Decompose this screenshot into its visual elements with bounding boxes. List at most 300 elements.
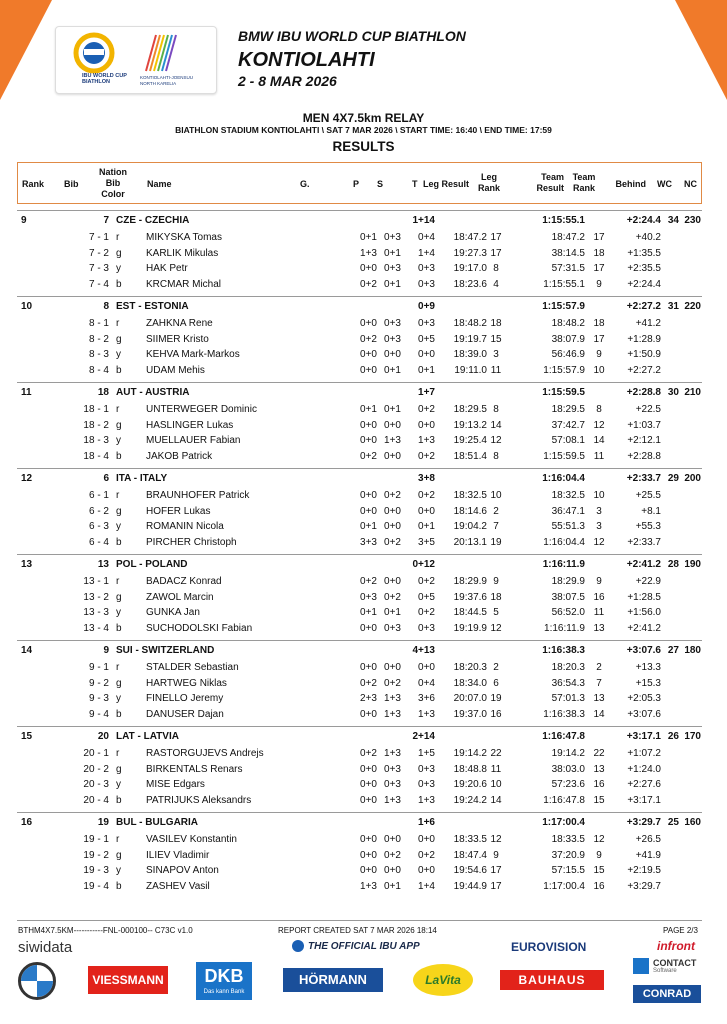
leg-team-rank: 13 [593,763,605,775]
col-nation-color: Color [101,189,125,199]
total-penalties: 1+4 [418,247,435,259]
leg-bib-color: y [116,349,121,360]
footer-code: BTHM4X7.5KM-----------FNL-000100-- C73C v1.0 [18,926,193,935]
leg-bib-color: y [116,521,121,532]
sponsor-dkb-sub: Das kann Bank [203,989,245,995]
leg-behind: +40.2 [635,232,661,243]
leg-bib-color: g [116,763,122,775]
leg-team-result: 56:52.0 [551,607,585,618]
leg-team-rank: 13 [593,622,605,634]
sponsor-dkb: DKB [204,966,244,986]
sponsor-ibu-app: THE OFFICIAL IBU APP [308,941,420,952]
team-row [17,557,702,573]
leg-team-rank: 11 [593,607,605,618]
team-bib: 9 [103,645,109,656]
leg-bib-color: g [116,849,122,861]
standing-penalties: 0+3 [384,763,401,775]
leg-rank: 16 [490,708,502,720]
leg-behind: +1:28.9 [627,333,661,345]
contact-logo-icon [633,958,649,974]
event-dates: 2 - 8 MAR 2026 [238,73,337,89]
col-leg-rank-2: Rank [477,183,500,193]
leg-behind: +22.5 [635,404,661,415]
leg-result: 19:25.4 [453,435,487,446]
leg-row [17,691,702,707]
standing-penalties: 0+3 [384,333,401,345]
total-penalties: 0+3 [418,278,435,290]
leg-result: 19:27.3 [453,247,487,259]
team-nation: POL - POLAND [116,559,188,570]
leg-bib-color: y [116,607,121,618]
team-divider [17,382,702,383]
leg-bib: 6 - 4 [88,536,109,548]
leg-team-rank: 10 [593,490,605,501]
team-rank: 11 [21,387,32,398]
prone-penalties: 0+1 [360,404,377,415]
leg-team-rank: 17 [593,333,605,345]
team-divider [17,640,702,641]
leg-behind: +3:17.1 [627,794,661,806]
leg-team-result: 57:01.3 [551,693,585,704]
race-info: BIATHLON STADIUM KONTIOLAHTI \ SAT 7 MAR 2026 \ START TIME: 16:40 \ END TIME: 17:59 [175,125,552,135]
leg-team-rank: 15 [593,794,605,806]
leg-bib: 9 - 2 [88,677,109,689]
team-result: 1:16:38.3 [542,645,585,656]
standing-penalties: 0+1 [384,404,401,415]
total-penalties: 1+3 [418,435,435,446]
leg-row [17,777,702,793]
team-bib: 7 [103,215,109,226]
team-behind: +2:33.7 [626,473,661,484]
leg-behind: +26.5 [635,834,661,845]
athlete-name: HAK Petr [146,263,188,274]
total-penalties: 3+5 [418,536,435,548]
leg-result: 19:17.0 [453,263,487,274]
leg-behind: +3:07.6 [627,708,661,720]
leg-result: 18:39.0 [453,349,487,360]
leg-team-result: 1:15:57.9 [543,364,585,376]
leg-rank: 10 [490,779,502,790]
leg-rank: 7 [493,521,499,532]
leg-team-rank: 3 [596,505,602,517]
leg-behind: +25.5 [635,490,661,501]
leg-behind: +1:24.0 [627,763,661,775]
leg-bib: 18 - 3 [83,435,109,446]
leg-team-rank: 9 [596,849,602,861]
leg-team-rank: 10 [593,364,605,376]
prone-penalties: 3+3 [360,536,377,548]
leg-rank: 9 [493,849,499,861]
leg-bib-color: b [116,794,122,806]
leg-rank: 18 [490,591,502,603]
team-total-penalties: 1+14 [412,215,435,226]
leg-bib-color: r [116,490,120,501]
leg-result: 19:19.7 [453,333,487,345]
leg-team-rank: 12 [593,834,605,845]
team-row [17,815,702,831]
athlete-name: UNTERWEGER Dominic [146,404,257,415]
total-penalties: 0+1 [418,364,435,376]
standing-penalties: 0+2 [384,849,401,861]
leg-rank: 6 [493,677,499,689]
leg-team-result: 18:32.5 [551,490,585,501]
athlete-name: SIIMER Kristo [146,333,209,345]
prone-penalties: 0+0 [360,849,377,861]
standing-penalties: 0+1 [384,880,401,892]
leg-team-result: 38:03.0 [551,763,585,775]
standing-penalties: 0+0 [384,576,401,587]
athlete-name: STALDER Sebastian [146,662,239,673]
leg-bib-color: y [116,435,121,446]
team-nation: EST - ESTONIA [116,301,189,312]
team-bib: 6 [103,473,109,484]
leg-rank: 8 [493,404,499,415]
col-team-result-1: Team [541,172,564,182]
col-wc: WC [657,179,672,189]
leg-behind: +41.2 [635,318,661,329]
leg-result: 19:14.2 [453,748,487,759]
leg-team-result: 18:20.3 [551,662,585,673]
prone-penalties: 1+3 [360,880,377,892]
standing-penalties: 1+3 [384,748,401,759]
standing-penalties: 0+1 [384,278,401,290]
team-result: 1:15:59.5 [542,387,585,398]
leg-team-rank: 18 [593,318,605,329]
footer-divider [17,920,702,921]
prone-penalties: 0+2 [360,677,377,689]
team-behind: +2:28.8 [626,387,661,398]
athlete-name: SINAPOV Anton [146,865,219,876]
leg-rank: 9 [493,576,499,587]
leg-bib: 18 - 1 [83,404,109,415]
total-penalties: 0+0 [418,505,435,517]
leg-team-rank: 7 [596,677,602,689]
col-nation-bib: Bib [105,178,121,188]
header-corner-left [0,0,52,100]
prone-penalties: 0+0 [360,622,377,634]
total-penalties: 1+5 [418,748,435,759]
leg-row [17,660,702,676]
leg-bib: 13 - 1 [83,576,109,587]
leg-team-result: 18:29.5 [551,404,585,415]
leg-result: 18:14.6 [453,505,487,517]
standing-penalties: 0+0 [384,662,401,673]
results-table-header [17,162,702,204]
leg-row [17,230,702,246]
prone-penalties: 0+1 [360,232,377,243]
team-nation: LAT - LATVIA [116,731,179,742]
prone-penalties: 0+2 [360,748,377,759]
total-penalties: 0+2 [418,576,435,587]
leg-row [17,707,702,723]
prone-penalties: 2+3 [360,693,377,704]
leg-team-rank: 16 [593,779,605,790]
sponsor-conrad: CONRAD [633,985,701,1003]
leg-behind: +2:27.6 [627,779,661,790]
leg-team-rank: 13 [593,693,605,704]
team-nc-points: 210 [684,387,701,398]
team-wc-points: 34 [667,215,679,226]
team-nation: CZE - CZECHIA [116,215,190,226]
leg-row [17,316,702,332]
sponsor-contact: CONTACT [653,958,697,968]
athlete-name: UDAM Mehis [146,364,205,376]
leg-rank: 12 [490,622,502,634]
leg-bib-color: b [116,450,122,462]
leg-team-result: 1:15:59.5 [543,450,585,462]
leg-result: 18:23.6 [453,278,487,290]
leg-result: 18:29.9 [453,576,487,587]
prone-penalties: 0+0 [360,505,377,517]
leg-row [17,793,702,809]
team-wc-points: 27 [667,645,679,656]
leg-row [17,863,702,879]
leg-behind: +2:33.7 [627,536,661,548]
standing-penalties: 0+0 [384,419,401,431]
leg-behind: +3:29.7 [627,880,661,892]
leg-team-rank: 8 [596,404,602,415]
leg-behind: +15.3 [635,677,661,689]
leg-bib-color: y [116,865,121,876]
team-behind: +3:29.7 [626,817,661,828]
leg-rank: 8 [493,263,499,274]
leg-bib: 19 - 2 [83,849,109,861]
prone-penalties: 0+1 [360,521,377,532]
team-divider [17,726,702,727]
leg-bib: 18 - 4 [83,450,109,462]
leg-rank: 18 [490,318,502,329]
prone-penalties: 0+0 [360,794,377,806]
team-nc-points: 230 [684,215,701,226]
leg-bib: 8 - 1 [88,318,109,329]
leg-team-rank: 14 [593,435,605,446]
standing-penalties: 1+3 [384,794,401,806]
total-penalties: 0+2 [418,849,435,861]
total-penalties: 0+3 [418,779,435,790]
team-wc-points: 26 [667,731,679,742]
leg-rank: 11 [490,763,502,775]
team-bib: 8 [103,301,109,312]
leg-team-rank: 9 [596,349,602,360]
prone-penalties: 0+0 [360,263,377,274]
leg-row [17,332,702,348]
standing-penalties: 0+0 [384,505,401,517]
team-total-penalties: 2+14 [412,731,435,742]
leg-rank: 2 [493,662,499,673]
leg-bib-color: r [116,748,120,759]
col-t: T [412,179,418,189]
total-penalties: 0+2 [418,450,435,462]
leg-result: 19:13.2 [453,419,487,431]
leg-result: 19:37.6 [453,591,487,603]
leg-bib: 19 - 4 [83,880,109,892]
total-penalties: 0+3 [418,622,435,634]
leg-behind: +1:35.5 [627,247,661,259]
athlete-name: ILIEV Vladimir [146,849,210,861]
leg-bib-color: b [116,622,122,634]
leg-result: 18:48.2 [453,318,487,329]
leg-row [17,848,702,864]
col-nc: NC [684,179,697,189]
leg-rank: 5 [493,607,499,618]
standing-penalties: 1+3 [384,708,401,720]
leg-row [17,519,702,535]
leg-result: 19:54.6 [453,865,487,876]
leg-behind: +1:56.0 [627,607,661,618]
leg-bib: 6 - 3 [88,521,109,532]
leg-rank: 19 [490,536,502,548]
team-behind: +2:41.2 [626,559,661,570]
team-total-penalties: 1+7 [418,387,435,398]
athlete-name: KRCMAR Michal [146,278,222,290]
leg-bib-color: r [116,576,120,587]
team-nc-points: 180 [684,645,701,656]
total-penalties: 0+0 [418,349,435,360]
athlete-name: DANUSER Dajan [146,708,224,720]
team-result: 1:17:00.4 [542,817,585,828]
leg-bib: 13 - 4 [83,622,109,634]
leg-team-rank: 9 [596,576,602,587]
team-wc-points: 30 [667,387,679,398]
leg-bib: 19 - 1 [83,834,109,845]
prone-penalties: 0+1 [360,607,377,618]
leg-behind: +2:28.8 [627,450,661,462]
leg-result: 18:44.5 [453,607,487,618]
leg-team-result: 18:47.2 [551,232,585,243]
col-leg-result: Leg Result [423,179,470,189]
standing-penalties: 0+1 [384,364,401,376]
team-nation: BUL - BULGARIA [116,817,199,828]
leg-team-result: 56:46.9 [551,349,585,360]
leg-rank: 14 [490,794,502,806]
team-nation: ITA - ITALY [116,473,168,484]
leg-behind: +41.9 [635,849,661,861]
leg-bib: 6 - 1 [88,490,109,501]
col-team-result-2: Result [536,183,564,193]
leg-bib: 8 - 3 [88,349,109,360]
total-penalties: 1+3 [418,794,435,806]
team-nation: SUI - SWITZERLAND [116,645,215,656]
athlete-name: GUNKA Jan [146,607,200,618]
leg-bib: 6 - 2 [88,505,109,517]
leg-team-result: 18:48.2 [551,318,585,329]
leg-team-rank: 15 [593,865,605,876]
event-series: BMW IBU WORLD CUP BIATHLON [238,28,466,44]
leg-team-result: 37:42.7 [551,419,585,431]
leg-behind: +2:05.3 [627,693,661,704]
leg-team-rank: 11 [593,450,605,462]
leg-behind: +1:07.2 [627,748,661,759]
prone-penalties: 0+0 [360,318,377,329]
total-penalties: 0+2 [418,490,435,501]
total-penalties: 0+2 [418,607,435,618]
prone-penalties: 0+0 [360,779,377,790]
standing-penalties: 0+3 [384,779,401,790]
leg-result: 19:20.6 [453,779,487,790]
athlete-name: FINELLO Jeremy [146,693,224,704]
sponsor-bauhaus: BAUHAUS [500,970,604,990]
leg-row [17,676,702,692]
standing-penalties: 0+1 [384,247,401,259]
leg-rank: 17 [490,232,502,243]
team-wc-points: 31 [667,301,679,312]
leg-rank: 22 [490,748,502,759]
leg-team-result: 1:16:38.3 [543,708,585,720]
prone-penalties: 0+2 [360,278,377,290]
leg-row [17,504,702,520]
leg-row [17,605,702,621]
dkb-logo [196,962,252,1000]
leg-bib-color: g [116,333,122,345]
leg-bib: 20 - 3 [83,779,109,790]
leg-rank: 3 [493,349,499,360]
leg-behind: +1:03.7 [627,419,661,431]
standing-penalties: 0+3 [384,232,401,243]
leg-rank: 10 [490,490,502,501]
prone-penalties: 0+0 [360,662,377,673]
standing-penalties: 0+0 [384,349,401,360]
prone-penalties: 0+0 [360,763,377,775]
athlete-name: PIRCHER Christoph [146,536,237,548]
leg-rank: 12 [490,834,502,845]
athlete-name: HASLINGER Lukas [146,419,234,431]
total-penalties: 0+4 [418,677,435,689]
leg-behind: +2:41.2 [627,622,661,634]
team-divider [17,296,702,297]
leg-team-result: 37:20.9 [551,849,585,861]
team-rank: 9 [21,215,27,226]
total-penalties: 3+6 [418,693,435,704]
leg-team-result: 36:54.3 [551,677,585,689]
standing-penalties: 0+2 [384,490,401,501]
leg-row [17,449,702,465]
leg-row [17,879,702,895]
leg-team-rank: 9 [596,278,602,290]
prone-penalties: 0+3 [360,591,377,603]
leg-rank: 15 [490,333,502,345]
sponsor-lavita: LaVita [413,964,473,996]
total-penalties: 1+3 [418,708,435,720]
leg-team-rank: 16 [593,591,605,603]
athlete-name: JAKOB Patrick [146,450,213,462]
leg-team-result: 55:51.3 [551,521,585,532]
team-behind: +3:17.1 [626,731,661,742]
leg-team-rank: 14 [593,708,605,720]
leg-bib-color: r [116,404,120,415]
leg-team-rank: 18 [593,247,605,259]
leg-team-result: 18:29.9 [551,576,585,587]
leg-result: 18:34.0 [453,677,487,689]
leg-rank: 8 [493,450,499,462]
bmw-logo [18,962,56,1000]
leg-result: 18:29.5 [453,404,487,415]
leg-bib-color: b [116,278,122,290]
leg-result: 18:32.5 [453,490,487,501]
leg-team-rank: 2 [596,662,602,673]
athlete-name: HOFER Lukas [146,505,211,517]
team-row [17,299,702,315]
leg-bib-color: g [116,677,122,689]
leg-team-result: 57:08.1 [551,435,585,446]
team-rank: 13 [21,559,33,570]
prone-penalties: 0+0 [360,834,377,845]
col-bib: Bib [64,179,79,189]
total-penalties: 0+0 [418,834,435,845]
total-penalties: 0+4 [418,232,435,243]
team-total-penalties: 4+13 [412,645,435,656]
leg-bib-color: y [116,263,121,274]
leg-rank: 17 [490,865,502,876]
